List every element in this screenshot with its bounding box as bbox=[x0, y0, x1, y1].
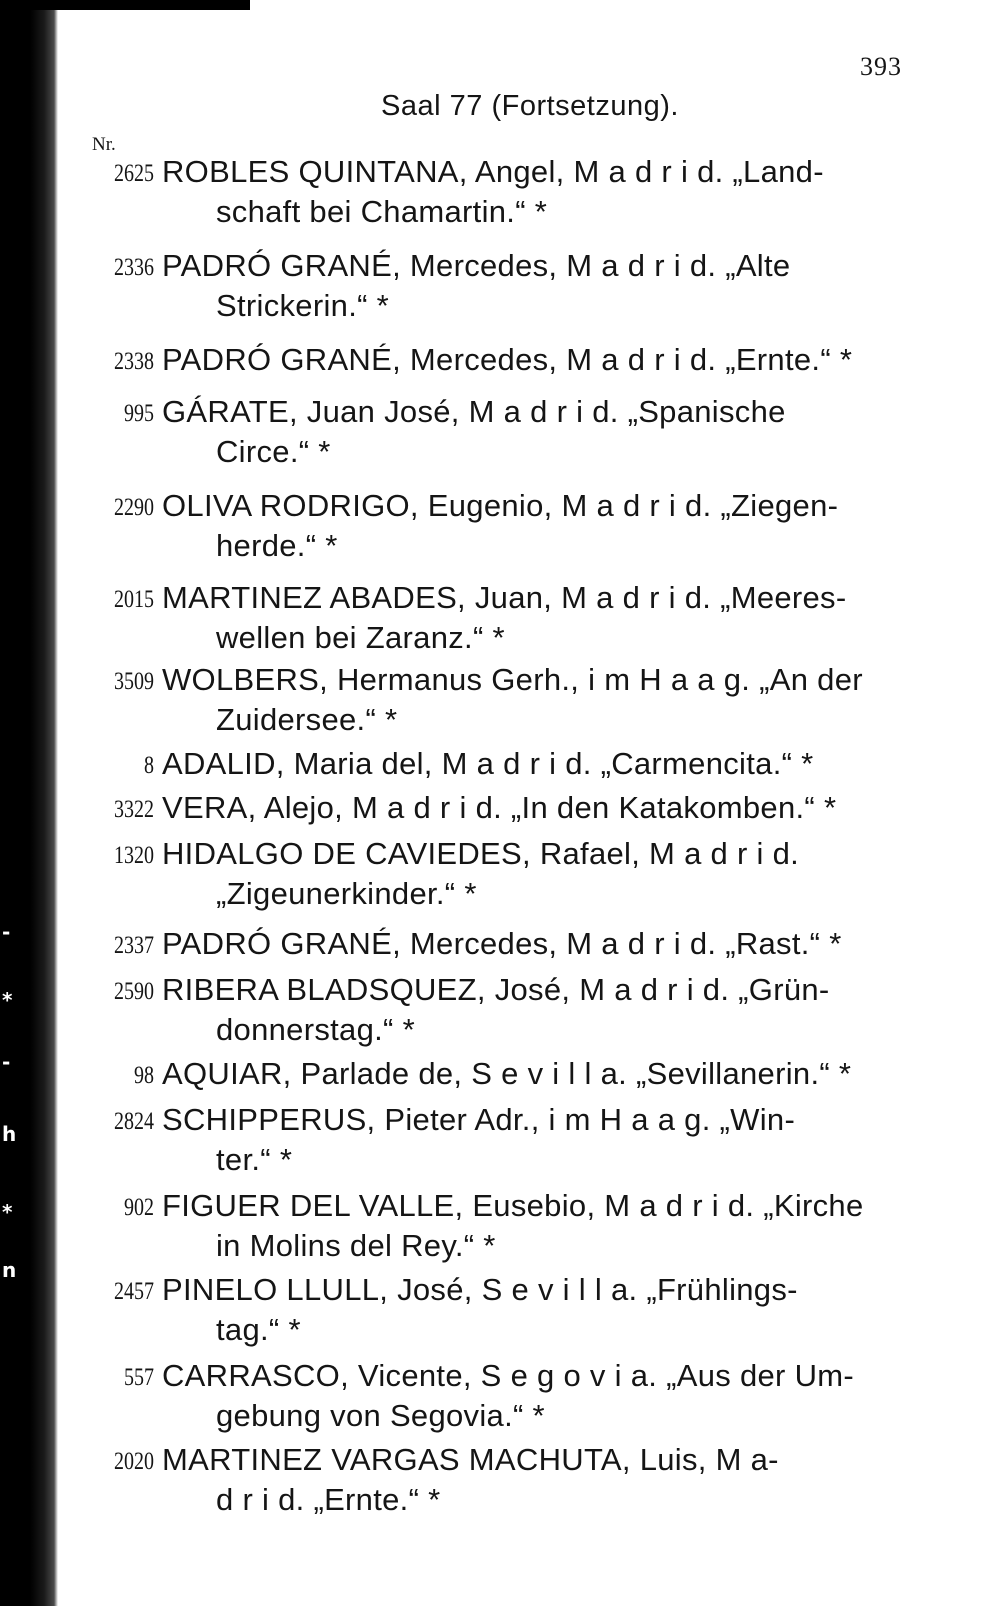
entry-text: PADRÓ GRANÉ, Mercedes, M a d r i d. „Rast.“ * bbox=[162, 926, 842, 961]
entry-number: 2020 bbox=[114, 1448, 154, 1475]
margin-mark: n bbox=[2, 1258, 17, 1282]
entry-number: 2625 bbox=[114, 160, 154, 187]
entry-text: CARRASCO, Vicente, S e g o v i a. „Aus der Um- bbox=[162, 1358, 855, 1393]
entry-continuation: Circe.“ * bbox=[216, 434, 331, 469]
entry-number: 98 bbox=[134, 1062, 154, 1089]
entry-text: WOLBERS, Hermanus Gerh., i m H a a g. „An der bbox=[162, 662, 863, 697]
entry-number: 2457 bbox=[114, 1278, 154, 1305]
entry-text: PINELO LLULL, José, S e v i l l a. „Frühlings- bbox=[162, 1272, 798, 1307]
entry-text: OLIVA RODRIGO, Eugenio, M a d r i d. „Ziegen- bbox=[162, 488, 839, 523]
entry-text: PADRÓ GRANÉ, Mercedes, M a d r i d. „Ernte.“ * bbox=[162, 342, 853, 377]
entry-number: 902 bbox=[124, 1194, 154, 1221]
entry-number: 557 bbox=[124, 1364, 154, 1391]
entry-continuation: „Zigeunerkinder.“ * bbox=[216, 876, 477, 911]
page-heading: Saal 77 (Fortsetzung). bbox=[381, 90, 679, 122]
entry-number: 8 bbox=[144, 752, 154, 779]
entry-continuation: ter.“ * bbox=[216, 1142, 293, 1177]
entry-text: PADRÓ GRANÉ, Mercedes, M a d r i d. „Alte bbox=[162, 248, 791, 283]
entry-number: 2337 bbox=[114, 932, 154, 959]
entry-text: ADALID, Maria del, M a d r i d. „Carmencita.“ * bbox=[162, 746, 814, 781]
entry-text: ROBLES QUINTANA, Angel, M a d r i d. „Land- bbox=[162, 154, 824, 189]
page-number: 393 bbox=[860, 52, 902, 81]
entry-continuation: herde.“ * bbox=[216, 528, 338, 563]
entry-text: HIDALGO DE CAVIEDES, Rafael, M a d r i d. bbox=[162, 836, 800, 871]
number-column-label: Nr. bbox=[92, 134, 116, 155]
margin-mark: * bbox=[2, 988, 13, 1012]
margin-mark: - bbox=[2, 1050, 11, 1074]
entry-text: SCHIPPERUS, Pieter Adr., i m H a a g. „Win- bbox=[162, 1102, 796, 1137]
entry-continuation: gebung von Segovia.“ * bbox=[216, 1398, 545, 1433]
entry-continuation: tag.“ * bbox=[216, 1312, 301, 1347]
entry-number: 995 bbox=[124, 400, 154, 427]
entry-number: 1320 bbox=[114, 842, 154, 869]
entry-number: 2290 bbox=[114, 494, 154, 521]
entry-text: FIGUER DEL VALLE, Eusebio, M a d r i d. „Kirche bbox=[162, 1188, 864, 1223]
entry-text: RIBERA BLADSQUEZ, José, M a d r i d. „Grün- bbox=[162, 972, 830, 1007]
entry-number: 2590 bbox=[114, 978, 154, 1005]
entry-continuation: Zuidersee.“ * bbox=[216, 702, 398, 737]
entry-continuation: d r i d. „Ernte.“ * bbox=[216, 1482, 441, 1517]
entry-continuation: donnerstag.“ * bbox=[216, 1012, 415, 1047]
entry-number: 2336 bbox=[114, 254, 154, 281]
entry-text: MARTINEZ ABADES, Juan, M a d r i d. „Meeres- bbox=[162, 580, 847, 615]
entry-continuation: schaft bei Chamartin.“ * bbox=[216, 194, 548, 229]
entry-number: 2015 bbox=[114, 586, 154, 613]
margin-mark: - bbox=[2, 920, 11, 944]
entry-number: 3322 bbox=[114, 796, 154, 823]
entry-number: 2824 bbox=[114, 1108, 154, 1135]
margin-mark: * bbox=[2, 1200, 13, 1224]
entry-continuation: in Molins del Rey.“ * bbox=[216, 1228, 496, 1263]
entry-continuation: Strickerin.“ * bbox=[216, 288, 390, 323]
entry-number: 2338 bbox=[114, 348, 154, 375]
entry-text: GÁRATE, Juan José, M a d r i d. „Spanische bbox=[162, 394, 786, 429]
entry-text: MARTINEZ VARGAS MACHUTA, Luis, M a- bbox=[162, 1442, 779, 1477]
entry-continuation: wellen bei Zaranz.“ * bbox=[216, 620, 505, 655]
entry-text: AQUIAR, Parlade de, S e v i l l a. „Sevillanerin.“ * bbox=[162, 1056, 852, 1091]
entry-text: VERA, Alejo, M a d r i d. „In den Katakomben.“ * bbox=[162, 790, 837, 825]
entry-number: 3509 bbox=[114, 668, 154, 695]
margin-mark: h bbox=[2, 1122, 17, 1146]
